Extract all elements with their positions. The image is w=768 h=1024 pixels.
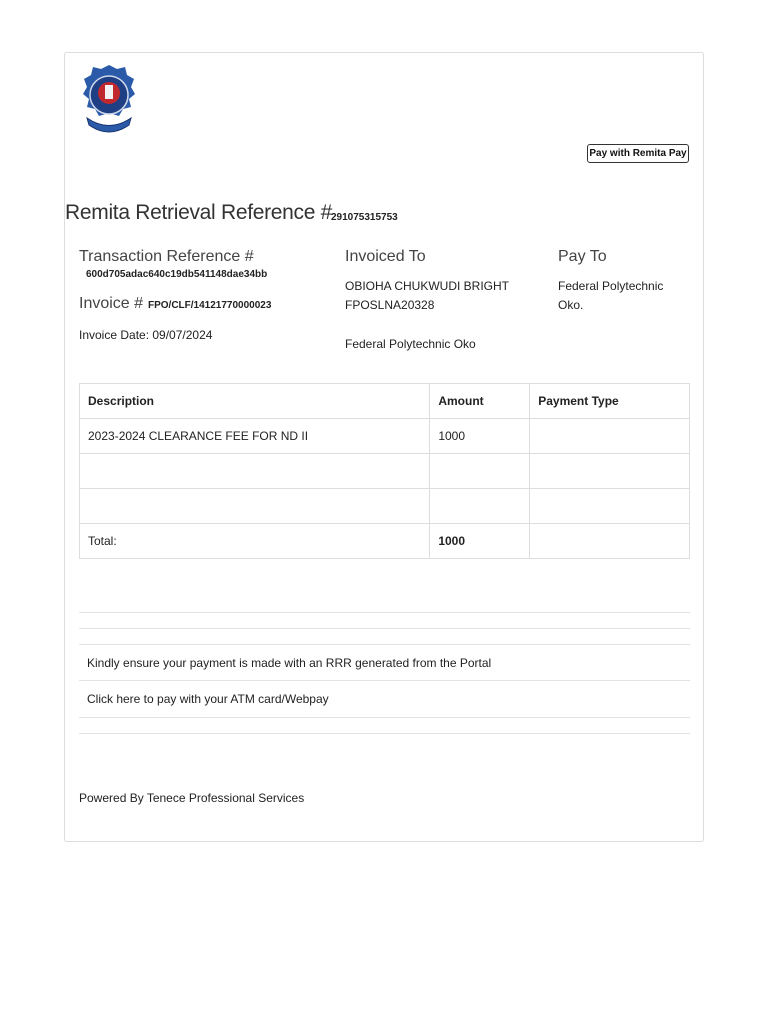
pay-to-label: Pay To [558, 248, 607, 265]
table-total-row [80, 524, 690, 559]
pay-to-line2: Oko. [558, 298, 584, 312]
divider [79, 644, 690, 645]
rrr-label: Remita Retrieval Reference # [65, 201, 333, 224]
cell-amount [430, 454, 530, 489]
invoiced-to-label: Invoiced To [345, 248, 426, 265]
column-header-description: Description [80, 384, 430, 419]
invoiced-to-id: FPOSLNA20328 [345, 298, 435, 312]
cell-payment-type [530, 489, 690, 524]
powered-by-text: Powered By Tenece Professional Services [79, 791, 305, 805]
pay-to-line1: Federal Polytechnic [558, 279, 664, 293]
pay-with-card-link[interactable]: Click here to pay with your ATM card/Webpay [87, 692, 329, 706]
transaction-ref-label: Transaction Reference # [79, 248, 254, 265]
rrr-notice-text: Kindly ensure your payment is made with an RRR generated from the Portal [87, 656, 492, 670]
table-row [80, 454, 690, 489]
invoice-number-value: FPO/CLF/14121770000023 [148, 300, 272, 311]
cell-amount: 1000 [430, 419, 530, 454]
invoiced-to-name: OBIOHA CHUKWUDI BRIGHT [345, 279, 510, 293]
pay-with-remita-button[interactable]: Pay with Remita Pay [587, 144, 689, 163]
total-value: 1000 [430, 524, 530, 559]
divider [79, 628, 690, 629]
divider [79, 680, 690, 681]
invoiced-to-org: Federal Polytechnic Oko [345, 337, 476, 351]
divider [79, 612, 690, 613]
column-header-payment-type: Payment Type [530, 384, 690, 419]
table-row [80, 489, 690, 524]
column-header-amount: Amount [430, 384, 530, 419]
divider [79, 717, 690, 718]
cell-payment-type [530, 454, 690, 489]
cell-description [80, 489, 430, 524]
institution-logo [81, 63, 137, 139]
total-payment-type [530, 524, 690, 559]
cell-payment-type [530, 419, 690, 454]
cell-description: 2023-2024 CLEARANCE FEE FOR ND II [80, 419, 430, 454]
rrr-value: 291075315753 [331, 212, 398, 223]
invoice-number-label: Invoice # [79, 295, 144, 312]
invoice-table [79, 383, 690, 559]
invoice-date: Invoice Date: 09/07/2024 [79, 328, 213, 342]
total-label: Total: [80, 524, 430, 559]
table-row [80, 419, 690, 454]
cell-amount [430, 489, 530, 524]
cell-description [80, 454, 430, 489]
transaction-ref-value: 600d705adac640c19db541148dae34bb [86, 269, 268, 280]
divider [79, 733, 690, 734]
table-header-row [80, 384, 690, 419]
